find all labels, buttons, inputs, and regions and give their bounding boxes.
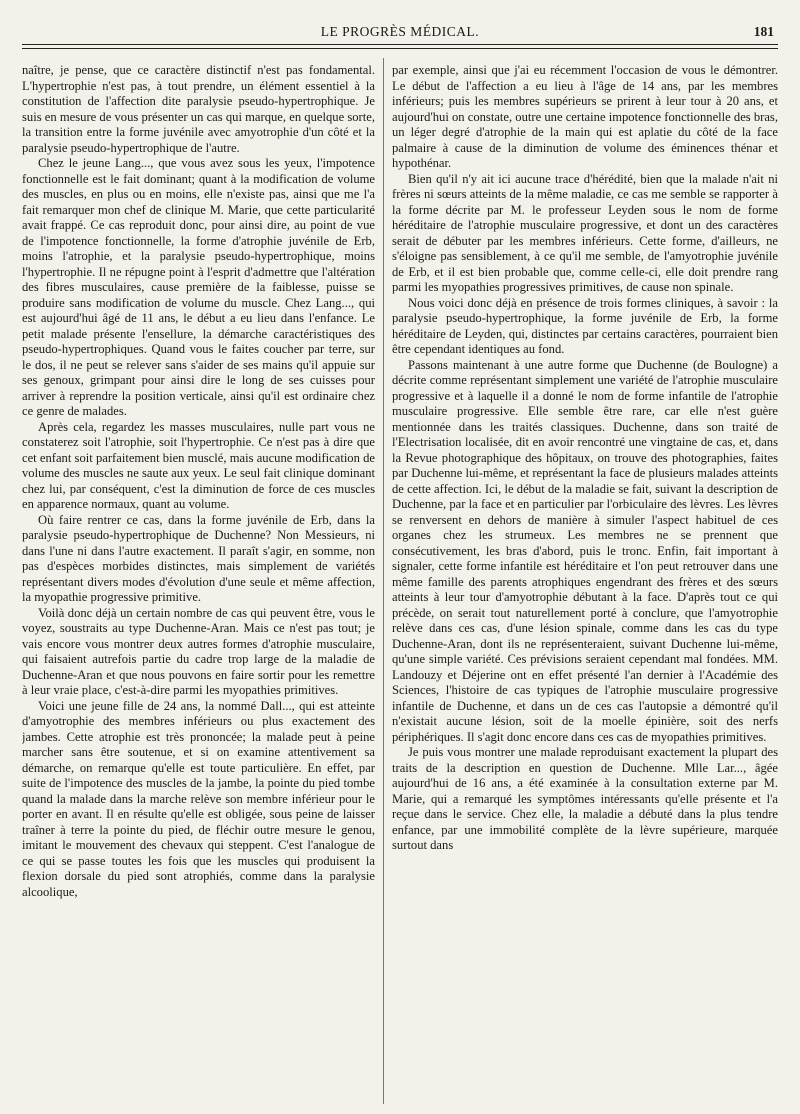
header-rule-thick xyxy=(22,44,778,45)
page-number: 181 xyxy=(753,24,774,39)
header-rule-thin xyxy=(22,48,778,49)
column-divider xyxy=(383,58,384,1104)
paragraph: Bien qu'il n'y ait ici aucune trace d'hérédité, bien que la malade n'ait ni frères ni sœurs atteints de la même maladie, ce cas me semble se rapporter à la forme décrite par M. le professeur Leyden sous le nom de forme héréditaire de l'atrophie musculaire progressive, et dont un des caractères serait de débuter par les membres inférieurs. Cette forme, d'ailleurs, ne s'éloigne pas sensiblement, à ce qu'il me semble, de l'amyotrophie juvénile de Erb, et il est bien probable que, comme celle-ci, elle doit prendre rang parmi les myopathies progressives primitives, de cause non spinale. xyxy=(392,171,778,294)
paragraph: Chez le jeune Lang..., que vous avez sous les yeux, l'impotence fonctionnelle est le fait dominant; quant à la modification de volume des muscles, en plus ou en moins, elle n'existe pas, ainsi que me l'a fait remarquer mon chef de clinique M. Marie, que cette particularité avait frappé. Ce cas reproduit donc, pour ainsi dire, au point de vue de l'impotence fonctionnelle, la forme d'atrophie juvénile de Erb, moins l'atrophie, et la paralysie pseudo-hypertrophique, moins l'hypertrophie. Il ne répugne point à l'esprit d'admettre que l'altération des fibres musculaires, cause première de la faiblesse, puisse se produire sans modification de volume du muscle. Chez Lang..., qui est aujourd'hui âgé de 11 ans, le début a eu lieu dans l'enfance. Le petit malade présente l'ensellure, la démarche caractéristiques des pseudo-hypertrophiques. Quand vous le faites coucher par terre, sur le dos, il ne peut se relever sans s'aider de ses mains qu'il appuie sur ses genoux, grimpant pour ainsi dire le long de ses cuisses pour arriver à reprendre la position verticale, ainsi qu'il est ordinaire chez ce genre de malades. xyxy=(22,156,375,418)
paragraph: naître, je pense, que ce caractère distinctif n'est pas fondamental. L'hypertrophie n'est pas, à tout prendre, un élément essentiel à la constitution de l'affection dite paralysie pseudo-hypertrophique. Je suis en mesure de vous présenter un cas qui marque, en quelque sorte, la transition entre la forme juvénile avec amyotrophie d'un côté et la paralysie pseudo-hypertrophique de l'autre. xyxy=(22,63,375,155)
paragraph: Où faire rentrer ce cas, dans la forme juvénile de Erb, dans la paralysie pseudo-hypertrophique de Duchenne? Non Messieurs, ni dans l'une ni dans l'autre exactement. Il paraît s'agir, en somme, non pas d'espèces morbides distinctes, mais simplement de variétés représentant divers modes d'évolution d'une seule et même affection, la myopathie progressive primitive. xyxy=(22,512,375,604)
paragraph: Je puis vous montrer une malade reproduisant exactement la plupart des traits de la description en question de Duchenne. Mlle Lar..., âgée aujourd'hui de 16 ans, a été examinée à la consultation externe par M. Marie, qui a remarqué les symptômes intéressants qu'elle présente et l'a reçue dans le service. Chez elle, la maladie a débuté dans la plus tendre enfance, par une immobilité complète de la lèvre supérieure, marquée surtout dans xyxy=(392,745,778,852)
journal-title: LE PROGRÈS MÉDICAL. xyxy=(320,24,480,39)
paragraph: Voici une jeune fille de 24 ans, la nommé Dall..., qui est atteinte d'amyotrophie des membres inférieurs ou plus exactement des jambes. Cette atrophie est très prononcée; la malade peut à peine marcher sans être soutenue, et si on examine attentivement sa démarche, on remarque qu'elle est toute particulière. En effet, par suite de l'impotence des muscles de la jambe, la pointe du pied tombe quand la malade dans la marche relève son membre inférieur pour le porter en avant. Il en résulte qu'elle est obligée, sous peine de laisser traîner à terre la pointe du pied, de fléchir outre mesure le genou, imitant le mouvement des chevaux qui steppent. C'est l'analogue de ce qui se passe toutes les fois que les muscles qui produisent la flexion dorsale du pied sont atrophiés, comme dans la paralysie alcoolique, xyxy=(22,698,375,899)
paragraph: par exemple, ainsi que j'ai eu récemment l'occasion de vous le démontrer. Le début de l'affection a eu lieu à l'âge de 14 ans, par les membres inférieurs; puis les membres supérieurs se prirent à leur tour à 20 ans, et aujourd'hui on constate, outre une certaine impotence fonctionnelle des bras, un léger degré d'atrophie de la main qui est aplatie du côté de la face palmaire à cause de la diminution de volume des éminences thénar et hypothénar. xyxy=(392,63,778,170)
paragraph: Après cela, regardez les masses musculaires, nulle part vous ne constaterez soit l'atrophie, soit l'hypertrophie. Ce n'est pas à dire que cet enfant soit parfaitement bien musclé, mais aucune modification de volume des muscles ne saute aux yeux. Le seul fait clinique dominant chez lui, par conséquent, c'est la diminution de force de ces muscles en apparence normaux, quant au volume. xyxy=(22,419,375,511)
running-header xyxy=(22,24,778,44)
paragraph: Passons maintenant à une autre forme que Duchenne (de Boulogne) a décrite comme représentant simplement une variété de l'atrophie musculaire progressive et à laquelle il a donné le nom de forme infantile de l'atrophie musculaire progressive. Elle semble être rare, car elle n'est guère mentionnée dans les traités classiques. Duchenne, dans son traité de l'Electrisation localisée, dit en avoir rencontré une vingtaine de cas, et, dans la Revue photographique des hôpitaux, on trouve des photographies, faites par Duchenne lui-même, et représentant la face de plusieurs malades atteints de cette affection. Ici, le début de la maladie se fait, suivant la description de Duchenne, par la face et en particulier par l'orbiculaire des lèvres. Les lèvres se renversent en dehors de manière à simuler l'aspect habituel de ces organes chez les strumeux. Les membres ne se prennent que consécutivement, les bras d'abord, puis le tronc. Enfin, fait important à signaler, cette forme infantile est héréditaire et l'on peut retrouver dans une même famille des parents atrophiques engendrant des frères et des sœurs atteints à leur tour d'amyotrophie débutant à la face. D'après tout ce qui précède, on serait tout naturellement porté à conclure, que l'amyotrophie relève dans ces cas, d'une lésion spinale, comme dans les cas du type Duchenne-Aran, dont ils ne représenteraient, suivant Duchenne lui-même, qu'une simple variété. Ces prévisions seraient cependant mal fondées. MM. Landouzy et Déjerine ont en effet présenté l'an dernier à l'Académie des Sciences, l'histoire de cas typiques de l'atrophie musculaire progressive infantile de Duchenne, et dans un de ces cas l'autopsie a démontré qu'il n'existait aucune lésion, soit de la moelle épinière, soit des nerfs périphériques. Il s'agit donc encore dans ces cas de myopathies primitives. xyxy=(392,357,778,744)
right-column xyxy=(392,63,778,1103)
paragraph: Voilà donc déjà un certain nombre de cas qui peuvent être, vous le voyez, soustraits au type Duchenne-Aran. Mais ce n'est pas tout; je vais encore vous montrer deux autres formes d'atrophie musculaire, qui faisaient autrefois partie du cadre trop large de la maladie de Duchenne-Aran et que nous pouvons en faire sortir pour les remettre à leur vraie place, c'est-à-dire parmi les myopathies primitives. xyxy=(22,605,375,697)
paragraph: Nous voici donc déjà en présence de trois formes cliniques, à savoir : la paralysie pseudo-hypertrophique, la forme juvénile de Erb, la forme héréditaire de Leyden, qui, distinctes par certains caractères, pourraient bien être cependant identiques au fond. xyxy=(392,295,778,356)
left-column xyxy=(22,63,375,1103)
